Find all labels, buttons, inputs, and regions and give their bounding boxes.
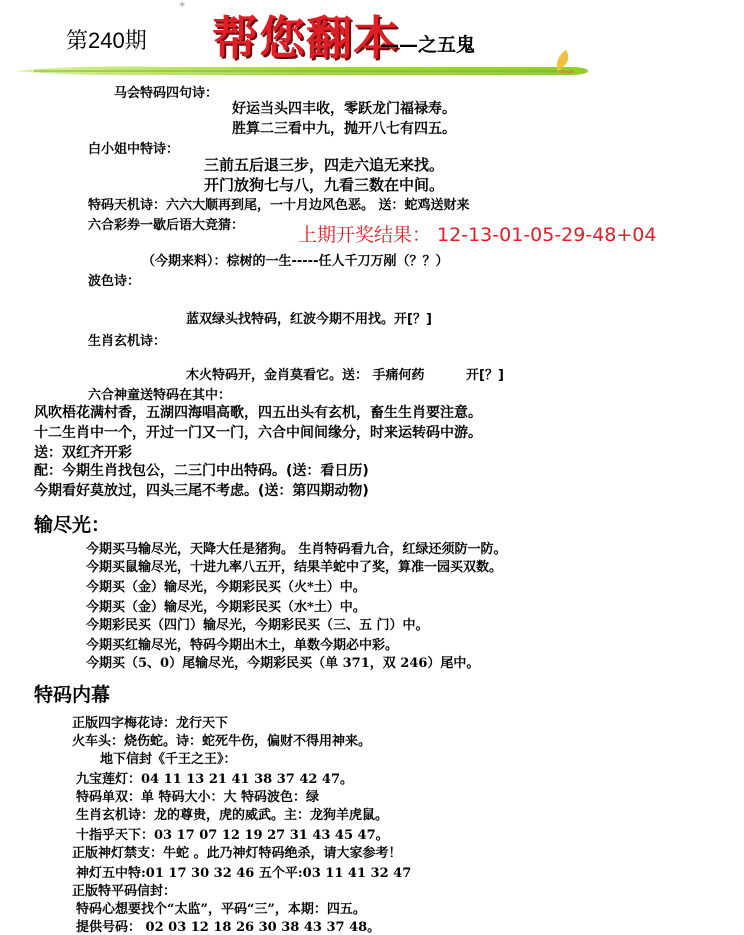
inside-line: 提供号码： 02 03 12 18 26 30 38 43 37 48。 bbox=[76, 920, 381, 935]
riddle-line: （今期来料）：棕树的一生-----任人千刀万剐（？？） bbox=[142, 254, 449, 269]
horse-poem-title: 马会特码四句诗： bbox=[114, 86, 219, 101]
horse-poem-line: 好运当头四丰收，零跃龙门福禄寿。 bbox=[232, 101, 456, 117]
liuhe-line: 送：双红齐开彩 bbox=[34, 445, 132, 461]
miss-poem-line: 三前五后退三步，四走六追无来找。 bbox=[204, 156, 445, 174]
inside-line: 正版神灯禁支：牛蛇 。此乃神灯特码绝杀，请大家参考！ bbox=[72, 846, 402, 861]
liuhe-line: 配：今期生肖找包公，二三门中出特码。(送：看日历) bbox=[34, 463, 369, 479]
wave-poem-title: 波色诗： bbox=[88, 274, 141, 289]
lose-line: 今期彩民买（四门）输尽光，今期彩民买（三、五 门）中。 bbox=[86, 618, 429, 633]
lose-heading: 输尽光： bbox=[34, 514, 111, 536]
inside-line: 地下信封《千王之王》： bbox=[100, 752, 237, 767]
leaf-icon bbox=[552, 46, 578, 74]
zodiac-poem-open: 开[？] bbox=[466, 368, 504, 383]
lose-line: 今期买红输尽光，特码今期出木土，单数今期必中彩。 bbox=[86, 638, 399, 653]
inside-line: 特码心想要找个“太监”，平码“三”，本期：四五。 bbox=[76, 902, 366, 917]
last-draw-result: 上期开奖结果： 12-13-01-05-29-48+04 bbox=[298, 224, 657, 246]
inside-line: 神灯五中特:01 17 30 32 46 五个平:03 11 41 32 47 bbox=[76, 866, 412, 881]
lose-line: 今期买鼠输尽光，十进九率八五开，结果羊蛇中了奖，算准一园买双数。 bbox=[86, 560, 503, 575]
tianji-poem: 特码天机诗：六六大顺再到尾，一十月边风色恶。 送：蛇鸡送财来 bbox=[88, 198, 470, 213]
zodiac-poem-title: 生肖玄机诗： bbox=[88, 334, 167, 349]
inside-line: 十指乎天下：03 17 07 12 19 27 31 43 45 47。 bbox=[76, 828, 389, 843]
inside-line: 生肖玄机诗：龙的尊贵，虎的威武。主：龙狗羊虎鼠。 bbox=[76, 808, 389, 823]
inside-heading: 特码内幕 bbox=[34, 684, 111, 706]
inside-line: 火车头：烧伤蛇。诗：蛇死牛伤，偏财不得用神来。 bbox=[72, 734, 372, 749]
logo-title: 帮您翻本 bbox=[212, 11, 400, 65]
lose-line: 今期买（5、0）尾输尽光，今期彩民买（单 371，双 246）尾中。 bbox=[86, 656, 480, 671]
lose-line: 今期买马输尽光，天降大任是猪狗。 生肖特码看九合，红绿还须防一防。 bbox=[86, 542, 507, 557]
issue-number: 第240期 bbox=[66, 28, 147, 53]
leaf-banner-divider bbox=[14, 62, 588, 78]
liuhe-line: 风吹梧花满村香，五湖四海唱高歌，四五出头有玄机，畜生生肖要注意。 bbox=[34, 405, 482, 421]
inside-line: 九宝莲灯：04 11 13 21 41 38 37 42 47。 bbox=[76, 772, 354, 787]
horse-poem-line: 胜算二三看中九，抛开八七有四五。 bbox=[232, 121, 456, 137]
byline: ——之五鬼 bbox=[380, 34, 476, 56]
decorative-star-icon: ✶ bbox=[178, 0, 187, 11]
wave-poem-line: 蓝双绿头找特码，红波今期不用找。开[？] bbox=[186, 312, 432, 327]
miss-poem-title: 白小姐中特诗： bbox=[88, 142, 180, 157]
lose-line: 今期买（金）输尽光，今期彩民买（水*土）中。 bbox=[86, 600, 366, 615]
liuhe-line: 十二生肖中一个，开过一门又一门，六合中间间缘分，时来运转码中游。 bbox=[34, 425, 482, 441]
zodiac-poem-line: 木火特码开，金肖莫看它。送： 手痛何药 bbox=[186, 368, 425, 383]
liuhe-title: 六合神童送特码在其中： bbox=[88, 388, 232, 403]
lottery-guess-title: 六合彩券一歇后语大竞猜： bbox=[88, 218, 245, 233]
inside-line: 正版四字梅花诗：龙行天下 bbox=[72, 716, 229, 731]
inside-line: 特码单双：单 特码大小：大 特码波色：绿 bbox=[76, 790, 320, 805]
miss-poem-line: 开门放狗七与八，九看三数在中间。 bbox=[204, 176, 445, 194]
liuhe-line: 今期看好莫放过，四头三尾不考虑。(送：第四期动物) bbox=[34, 483, 369, 499]
lose-line: 今期买（金）输尽光，今期彩民买（火*土）中。 bbox=[86, 580, 366, 595]
inside-line: 正版特平码信封： bbox=[72, 884, 177, 899]
